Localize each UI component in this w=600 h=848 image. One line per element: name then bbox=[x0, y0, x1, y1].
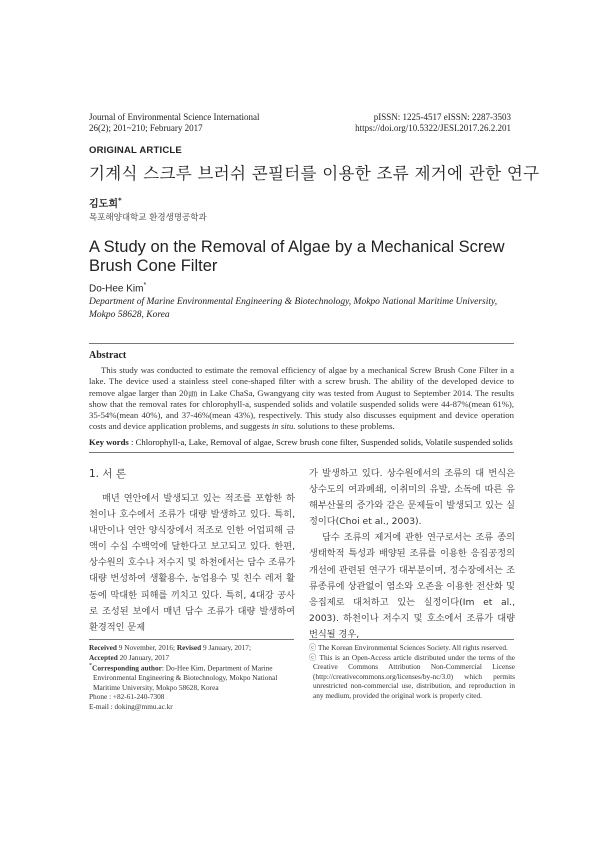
license: ⓒ This is an Open-Access article distributed under the terms of the Creative Commons Attribution Non-Commercial License (http://creativecommons.org/licenses/by-nc/3.0) which permits unrestricted non-commercial use, distribution, and reproduction in any medium, provided the original work is properly cited. bbox=[309, 652, 515, 700]
author-english bbox=[89, 282, 146, 294]
abstract-text bbox=[89, 365, 514, 433]
divider-top bbox=[89, 343, 514, 344]
paragraph: 가 발생하고 있다. 상수원에서의 조류의 대 번식은 상수도의 여과폐쇄, 이취미의 유발, 소독에 따른 유해부산물의 증가와 같은 문제들이 발생되고 있는 실정이다(Choi et al., 2003). bbox=[309, 468, 515, 528]
received-label: Received bbox=[89, 643, 117, 652]
affiliation-english: Department of Marine Environmental Engineering & Biotechnology, Mokpo National Maritime University, Mokpo 58628, Korea bbox=[89, 297, 498, 320]
section-heading: 1. 서 론 bbox=[89, 468, 126, 480]
abstract-main: This study was conducted to estimate the removal efficiency of algae by a mechanical Screw Brush Cone Filter in a lake. The device used a stainless steel cone-shaped filter with a screw brush. The ability of the developed device to remove algae larger than 20㎛ in Lake ChaSa, Gwangyang city was tested from August to September 2014. The results show that the removal rates for chlorophyll-a, suspended solids and volatile suspended solids were 44-87%(mean 61%), 35-54%(mean 40%), and 37-46%(mean 43%), respectively. This study also discusses equipment and device operation costs and device application problems, and suggests bbox=[89, 365, 514, 432]
email[interactable]: E-mail : doking@mmu.ac.kr bbox=[89, 701, 173, 711]
abstract-heading: Abstract bbox=[89, 350, 127, 361]
paragraph: 담수 조류의 제거에 관한 연구로서는 조류 종의 생태학적 특성과 배양된 조류를 이용한 응집공정의 개선에 관련된 연구가 대부분이며, 정수장에서는 조류종류에 상관없이 염소와 오존을 이용한 전산화 및 응집제로 대처하고 있는 실정이다(Im et al., 2003). 하천이나 저수지 및 호소에서 조류가 대량 번식될 경우, bbox=[309, 532, 515, 640]
revised-label: Revised bbox=[176, 643, 202, 652]
abstract-end: solutions to these problems. bbox=[295, 421, 395, 432]
body-column-right bbox=[309, 466, 515, 643]
phone: Phone : +82-61-240-7308 bbox=[89, 692, 165, 702]
received-date: 9 November, 2016; bbox=[116, 643, 177, 652]
accepted-date: 20 January, 2017 bbox=[117, 652, 170, 662]
title-korean: 기계식 스크루 브러쉬 콘필터를 이용한 조류 제거에 관한 연구 bbox=[89, 164, 540, 183]
footnote-left bbox=[89, 643, 295, 712]
corr-mark: * bbox=[89, 663, 93, 670]
author-english-name: Do-Hee Kim bbox=[89, 283, 144, 295]
body-column-left bbox=[89, 466, 295, 636]
abstract-italic: in situ. bbox=[271, 421, 296, 432]
affiliation-korean: 목포해양대학교 환경생명공학과 bbox=[89, 213, 207, 223]
journal-header bbox=[89, 112, 259, 134]
footnote-divider-right bbox=[309, 639, 514, 640]
corr-label: Corresponding author bbox=[92, 663, 162, 673]
issn: pISSN: 1225-4517 eISSN: 2287-3503 bbox=[373, 112, 511, 122]
keywords-text: : Chlorophyll-a, Lake, Removal of algae, Screw brush cone filter, Suspended solids, Volatile suspended solids bbox=[128, 437, 513, 447]
received-line bbox=[89, 643, 295, 653]
keywords-label: Key words bbox=[89, 437, 129, 447]
journal-identifiers bbox=[355, 112, 511, 134]
copyright: ⓒ The Korean Environmental Sciences Society. All rights reserved. bbox=[309, 643, 508, 652]
corr-text: : Do-Hee Kim, Department of Marine Environmental Engineering & Biotechnology, Mokpo National Maritime University, Mokpo 58628, Korea bbox=[93, 663, 278, 692]
footnote-divider-left bbox=[89, 639, 294, 640]
accepted-line bbox=[89, 653, 295, 663]
corresponding-author bbox=[89, 662, 295, 692]
divider-mid bbox=[89, 452, 514, 453]
author-korean-mark: * bbox=[117, 196, 122, 205]
title-english: A Study on the Removal of Algae by a Mechanical Screw Brush Cone Filter bbox=[89, 238, 505, 275]
accepted-label: Accepted bbox=[89, 652, 118, 662]
author-korean-name: 김도희 bbox=[89, 199, 118, 210]
journal-name: Journal of Environmental Science International bbox=[89, 112, 260, 122]
article-type: ORIGINAL ARTICLE bbox=[89, 145, 182, 156]
author-korean bbox=[89, 195, 122, 210]
revised-date: 9 January, 2017; bbox=[201, 643, 251, 652]
author-english-mark: * bbox=[143, 282, 147, 289]
keywords bbox=[89, 437, 514, 448]
paragraph: 매년 연안에서 발생되고 있는 적조를 포함한 하천이나 호수에서 조류가 대량 발생하고 있다. 특히, 내만이나 연안 양식장에서 적조로 인한 어업피해 금액이 수십 수백억에 달한다고 보고되고 있다. 한편, 상수원의 호수나 저수지 및 하천에서는 담수 조류가 대량 번성하여 생활용수, 농업용수 및 친수 레저 활동에 막대한 피해를 끼치고 있다. 특히, 4대강 공사로 조성된 보에서 매년 담수 조류가 대량 발생하여 환경적인 문제 bbox=[89, 493, 295, 633]
doi-link[interactable]: https://doi.org/10.5322/JESI.2017.26.2.201 bbox=[355, 123, 511, 133]
journal-volume: 26(2); 201~210; February 2017 bbox=[89, 123, 203, 133]
footnote-right bbox=[309, 643, 515, 701]
